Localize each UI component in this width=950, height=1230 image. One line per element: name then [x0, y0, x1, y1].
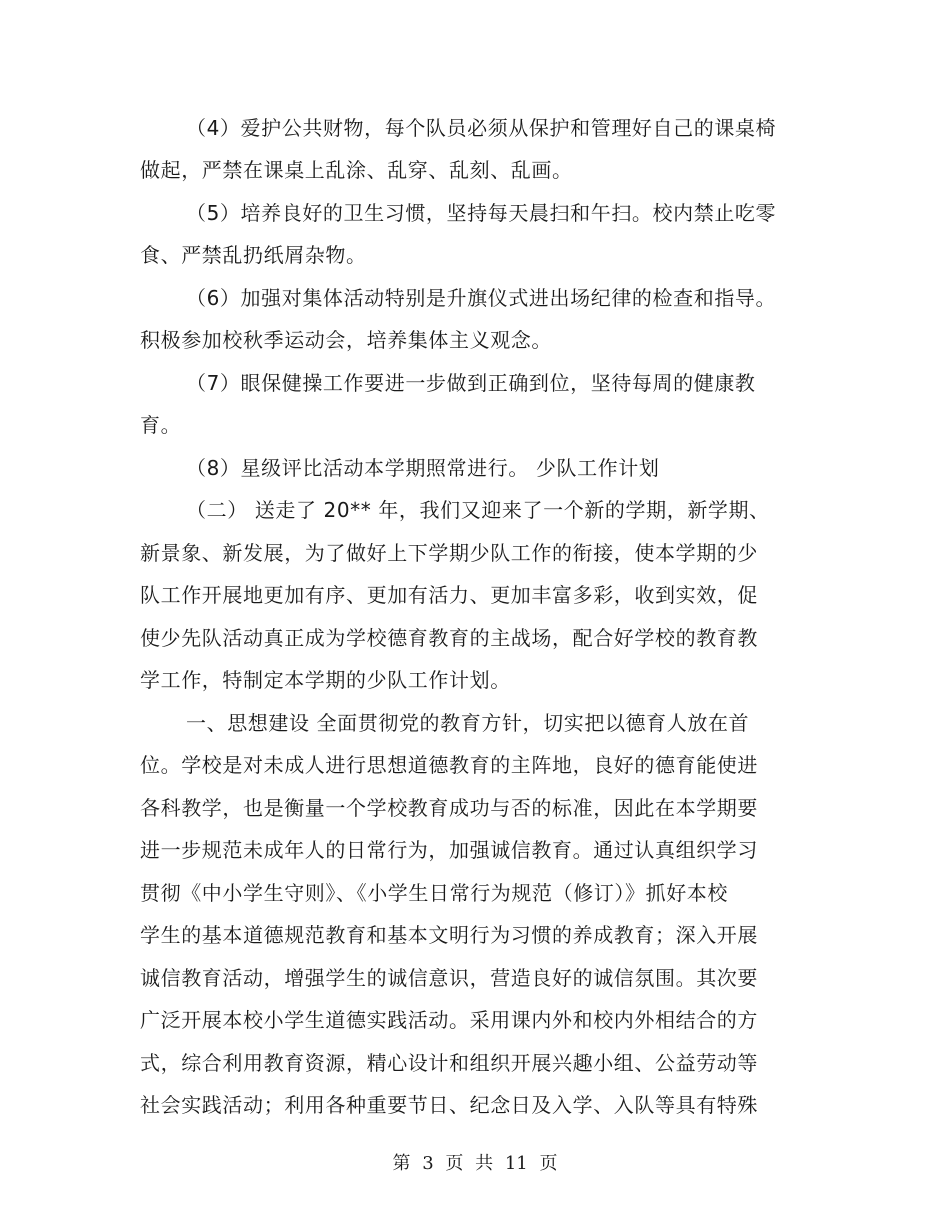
text-line: 广泛开展本校小学生道德实践活动。采用课内外和校内外相结合的方: [140, 1008, 758, 1032]
text-line: 食、严禁乱扔纸屑杂物。: [140, 243, 367, 267]
text-line: 贯彻《中小学生守则》、《小学生日常行为规范（修订）》抓好本校: [140, 881, 728, 905]
page-number-footer: 第 3 页 共 11 页: [392, 1153, 558, 1174]
text-line: （8）星级评比活动本学期照常进行。 少队工作计划: [186, 456, 660, 480]
text-line: 使少先队活动真正成为学校德育教育的主战场，配合好学校的教育教: [140, 626, 758, 650]
text-line: 位。学校是对未成人进行思想道德教育的主阵地，良好的德育能使进: [140, 753, 758, 777]
text-line: 诚信教育活动，增强学生的诚信意识，营造良好的诚信氛围。其次要: [140, 966, 758, 990]
text-line: （5）培养良好的卫生习惯，坚持每天晨扫和午扫。校内禁止吃零: [186, 201, 777, 225]
text-line: （7）眼保健操工作要进一步做到正确到位，坚待每周的健康教: [186, 371, 756, 395]
text-line: （6）加强对集体活动特别是升旗仪式进出场纪律的检查和指导。: [186, 286, 777, 310]
text-line: 积极参加校秋季运动会，培养集体主义观念。: [140, 328, 552, 352]
text-line: 社会实践活动；利用各种重要节日、纪念日及入学、入队等具有特殊: [140, 1093, 758, 1117]
text-line: 进一步规范未成年人的日常行为，加强诚信教育。通过认真组织学习: [140, 838, 758, 862]
text-line: 学生的基本道德规范教育和基本文明行为习惯的养成教育；深入开展: [140, 923, 758, 947]
text-line: 新景象、新发展，为了做好上下学期少队工作的衔接，使本学期的少: [140, 541, 758, 565]
text-line: 一、思想建设 全面贯彻党的教育方针，切实把以德育人放在首: [186, 711, 750, 735]
text-line: 各科教学，也是衡量一个学校教育成功与否的标准，因此在本学期要: [140, 796, 758, 820]
text-line: 式，综合利用教育资源，精心设计和组织开展兴趣小组、公益劳动等: [140, 1051, 758, 1075]
text-line: 队工作开展地更加有序、更加有活力、更加丰富多彩，收到实效，促: [140, 583, 758, 607]
text-line: （4）爱护公共财物，每个队员必须从保护和管理好自己的课桌椅: [186, 116, 777, 140]
text-line: （二） 送走了 20** 年，我们又迎来了一个新的学期，新学期、: [186, 498, 770, 522]
text-line: 做起，严禁在课桌上乱涂、乱穿、乱刻、乱画。: [140, 158, 573, 182]
text-line: 学工作，特制定本学期的少队工作计划。: [140, 668, 511, 692]
text-line: 育。: [140, 413, 182, 437]
